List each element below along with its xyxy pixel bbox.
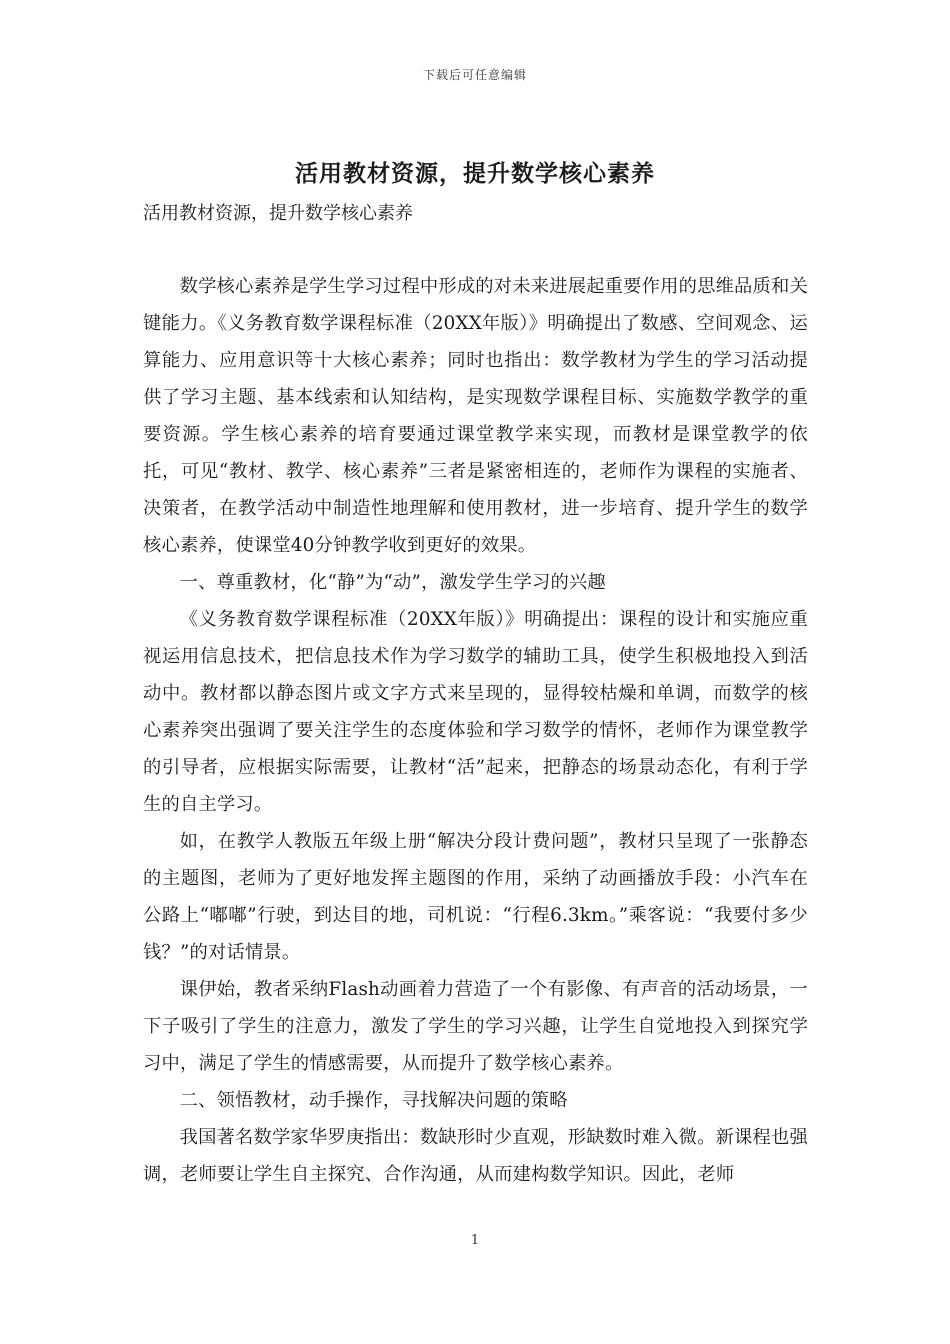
page-number: 1 [470, 1233, 480, 1248]
paragraph: 我国著名数学家华罗庚指出：数缺形时少直观，形缺数时难入微。新课程也强调，老师要让学生自主探究、合作沟通，从而建构数学知识。因此，老师 [143, 1127, 808, 1185]
paragraph-intro: 数学核心素养是学生学习过程中形成的对未来进展起重要作用的思维品质和关键能力。《义务教育数学课程标准（20XX年版）》明确提出了数感、空间观念、运算能力、应用意识等十大核心素养；同时也指出：数学教材为学生的学习活动提供了学习主题、基本线索和认知结构，是实现数学课程目标、实施数学教学的重要资源。学生核心素养的培育要通过课堂教学来实现，而教材是课堂教学的依托，可见“教材、教学、核心素养”三者是紧密相连的，老师作为课程的实施者、决策者，在教学活动中制造性地理解和使用教材，进一步培育、提升学生的数学核心素养，使课堂40分钟教学收到更好的效果。 [143, 276, 808, 556]
section-heading-2: 二、领悟教材，动手操作，寻找解决问题的策略 [179, 1090, 568, 1111]
document-title: 活用教材资源，提升数学核心素养 [295, 160, 655, 187]
paragraph: 如，在教学人教版五年级上册“解决分段计费问题”，教材只呈现了一张静态的主题图，老师为了更好地发挥主题图的作用，采纳了动画播放手段：小汽车在公路上“嘟嘟”行驶，到达目的地，司机说：“行程6.3km。”乘客说：“我要付多少钱？”的对话情景。 [143, 831, 808, 963]
document-subtitle: 活用教材资源，提升数学核心素养 [143, 203, 413, 224]
header-note: 下载后可任意编辑 [422, 68, 527, 82]
section-heading-1: 一、尊重教材，化“静”为“动”，激发学生学习的兴趣 [179, 572, 606, 593]
paragraph: 课伊始，教者采纳Flash动画着力营造了一个有影像、有声音的活动场景，一下子吸引了学生的注意力，激发了学生的学习兴趣，让学生自觉地投入到探究学习中，满足了学生的情感需要，从而提升了数学核心素养。 [143, 979, 808, 1074]
document-body [143, 268, 808, 1193]
paragraph: 《义务教育数学课程标准（20XX年版）》明确提出：课程的设计和实施应重视运用信息技术，把信息技术作为学习数学的辅助工具，使学生积极地投入到活动中。教材都以静态图片或文字方式来呈现的，显得较枯燥和单调，而数学的核心素养突出强调了要关注学生的态度体验和学习数学的情怀，老师作为课堂教学的引导者，应根据实际需要，让教材“活”起来，把静态的场景动态化，有利于学生的自主学习。 [143, 609, 808, 815]
